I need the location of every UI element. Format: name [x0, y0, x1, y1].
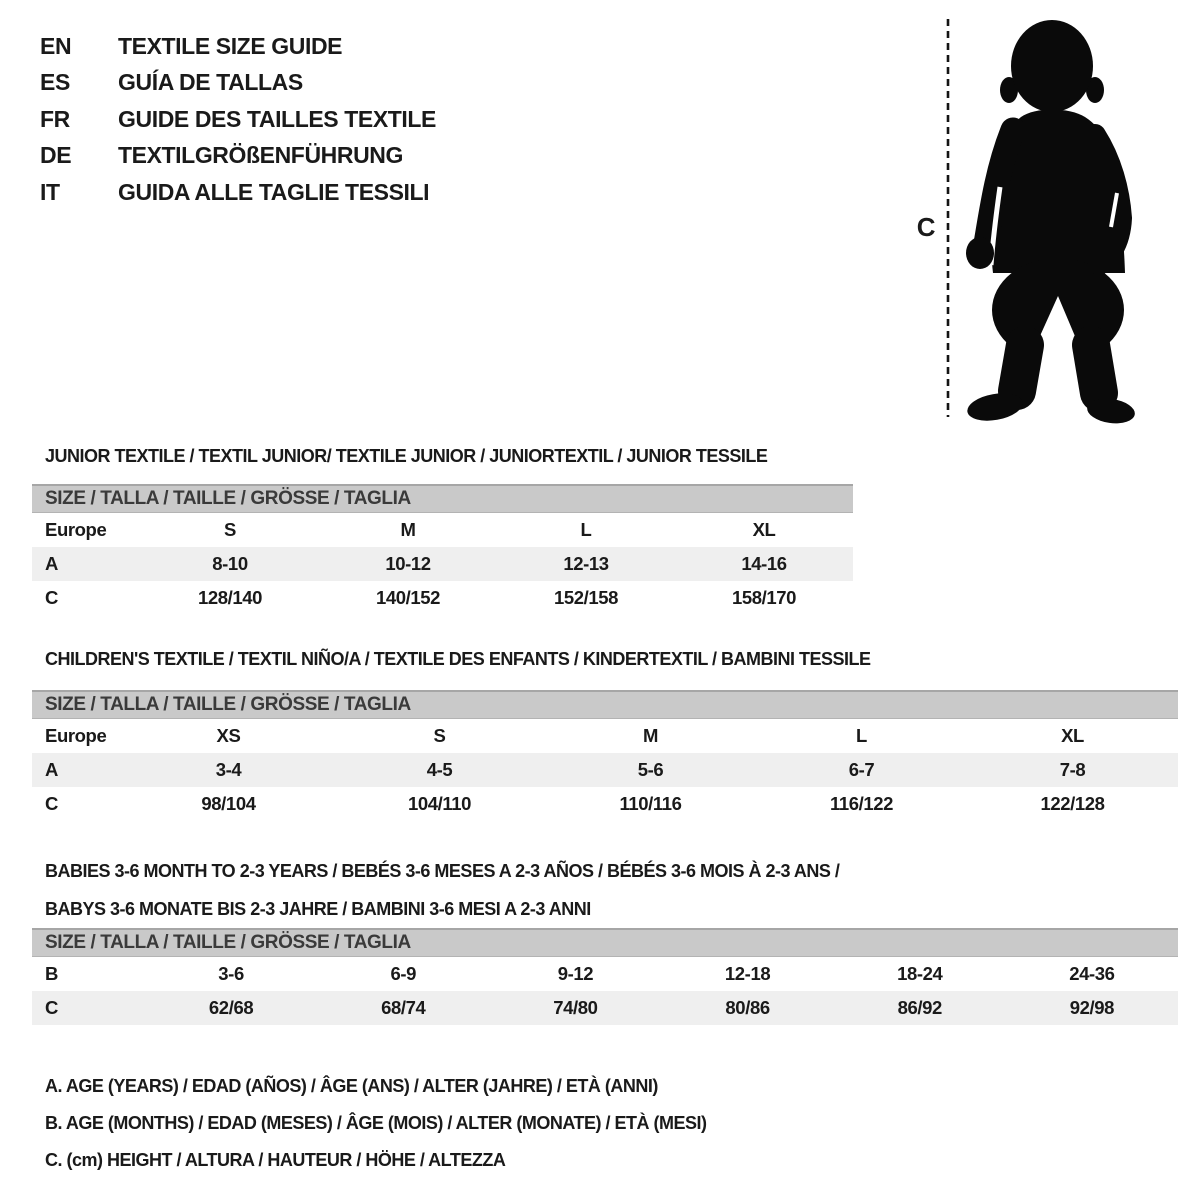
language-row-fr	[40, 101, 436, 138]
row-label-cell: Europe	[45, 725, 107, 746]
size-cell: S	[433, 725, 446, 746]
row-label-cell: C	[45, 793, 58, 814]
size-header-bar	[32, 928, 1178, 957]
row-label-cell: C	[45, 587, 58, 608]
table-row-europe	[32, 513, 853, 547]
height-measure-label: C	[916, 212, 936, 242]
row-label-cell: A	[45, 759, 58, 780]
height-cell: 98/104	[201, 793, 256, 814]
height-cell: 68/74	[381, 997, 426, 1018]
guide-title-en: TEXTILE SIZE GUIDE	[118, 32, 343, 59]
row-label-cell: C	[45, 997, 58, 1018]
language-code: DE	[40, 142, 72, 169]
table-row-height	[32, 787, 1178, 821]
row-label-cell: A	[45, 553, 58, 574]
legend-line-height: C. (cm) HEIGHT / ALTURA / HAUTEUR / HÖHE / ALTEZZA	[45, 1150, 506, 1170]
childrens-section-heading: CHILDREN'S TEXTILE / TEXTIL NIÑO/A / TEXTILE DES ENFANTS / KINDERTEXTIL / BAMBINI TESSILE	[45, 649, 871, 669]
size-header-label: SIZE / TALLA / TAILLE / GRÖSSE / TAGLIA	[45, 932, 411, 953]
height-cell: 152/158	[553, 587, 619, 608]
childrens-textile-section	[32, 640, 1178, 821]
size-cell: XL	[752, 519, 776, 540]
baby-silhouette-shape	[965, 20, 1136, 426]
size-header-bar	[32, 690, 1178, 719]
height-cell: 128/140	[197, 587, 263, 608]
age-cell: 5-6	[637, 759, 664, 780]
height-cell: 104/110	[407, 793, 472, 814]
language-code: EN	[40, 32, 72, 59]
guide-title-es: GUÍA DE TALLAS	[118, 69, 303, 96]
age-cell: 6-7	[848, 759, 875, 780]
height-cell: 110/116	[619, 793, 682, 814]
table-row-height	[32, 991, 1178, 1025]
size-header-label: SIZE / TALLA / TAILLE / GRÖSSE / TAGLIA	[45, 488, 411, 509]
table-row-age	[32, 753, 1178, 787]
height-measure-figure	[905, 14, 1155, 426]
babies-section-heading	[32, 852, 1178, 928]
height-cell: 116/122	[829, 793, 894, 814]
table-row-age-months	[32, 957, 1178, 991]
size-header-bar	[32, 484, 853, 513]
size-cell: XL	[1061, 725, 1084, 746]
guide-title-de: TEXTILGRÖßENFÜHRUNG	[118, 142, 403, 169]
age-cell: 8-10	[212, 553, 248, 574]
size-cell: L	[856, 725, 867, 746]
babies-heading-line2: BABYS 3-6 MONATE BIS 2-3 JAHRE / BAMBINI 3-6 MESI A 2-3 ANNI	[45, 899, 591, 919]
row-label-cell: Europe	[45, 519, 107, 540]
size-cell: S	[224, 519, 236, 540]
language-row-de	[40, 138, 436, 175]
age-cell: 3-4	[215, 759, 242, 780]
guide-title-it: GUIDA ALLE TAGLIE TESSILI	[118, 178, 430, 205]
language-code: ES	[40, 69, 70, 96]
legend-line-age-months: B. AGE (MONTHS) / EDAD (MESES) / ÂGE (MOIS) / ALTER (MONATE) / ETÀ (MESI)	[45, 1113, 707, 1133]
age-cell: 10-12	[385, 553, 431, 574]
height-cell: 140/152	[375, 587, 441, 608]
age-cell: 9-12	[557, 963, 594, 984]
row-label-cell: B	[45, 963, 58, 984]
junior-textile-section	[32, 437, 1178, 615]
height-cell: 86/92	[897, 997, 942, 1018]
age-cell: 6-9	[390, 963, 417, 984]
guide-title-fr: GUIDE DES TAILLES TEXTILE	[118, 105, 436, 132]
height-cell: 80/86	[725, 997, 770, 1018]
babies-heading-line1: BABIES 3-6 MONTH TO 2-3 YEARS / BEBÉS 3-6 MESES A 2-3 AÑOS / BÉBÉS 3-6 MOIS À 2-3 ANS /	[45, 861, 840, 881]
measurement-legend	[32, 1068, 706, 1179]
language-row-es	[40, 65, 436, 102]
size-cell: M	[642, 725, 658, 746]
language-row-it	[40, 174, 436, 211]
age-cell: 12-13	[563, 553, 609, 574]
babies-textile-section	[32, 852, 1178, 1025]
height-cell: 74/80	[553, 997, 598, 1018]
size-cell: XS	[216, 725, 241, 746]
table-row-height	[32, 581, 853, 615]
height-cell: 122/128	[1040, 793, 1105, 814]
table-row-europe	[32, 719, 1178, 753]
age-cell: 18-24	[897, 963, 943, 984]
age-cell: 24-36	[1069, 963, 1115, 984]
height-cell: 92/98	[1069, 997, 1115, 1018]
size-cell: L	[580, 519, 592, 540]
language-code: FR	[40, 105, 70, 132]
age-cell: 14-16	[741, 553, 787, 574]
age-cell: 7-8	[1059, 759, 1086, 780]
language-guide	[40, 28, 436, 211]
height-cell: 158/170	[731, 587, 797, 608]
height-cell: 62/68	[208, 997, 254, 1018]
size-cell: M	[400, 519, 416, 540]
legend-line-age-years: A. AGE (YEARS) / EDAD (AÑOS) / ÂGE (ANS) / ALTER (JAHRE) / ETÀ (ANNI)	[45, 1076, 658, 1096]
language-row-en	[40, 28, 436, 65]
age-cell: 4-5	[426, 759, 453, 780]
age-cell: 12-18	[724, 963, 771, 984]
table-row-age	[32, 547, 853, 581]
junior-section-heading: JUNIOR TEXTILE / TEXTIL JUNIOR/ TEXTILE JUNIOR / JUNIORTEXTIL / JUNIOR TESSILE	[45, 446, 768, 466]
age-cell: 3-6	[218, 963, 244, 984]
language-code: IT	[40, 178, 60, 205]
size-header-label: SIZE / TALLA / TAILLE / GRÖSSE / TAGLIA	[45, 694, 411, 715]
